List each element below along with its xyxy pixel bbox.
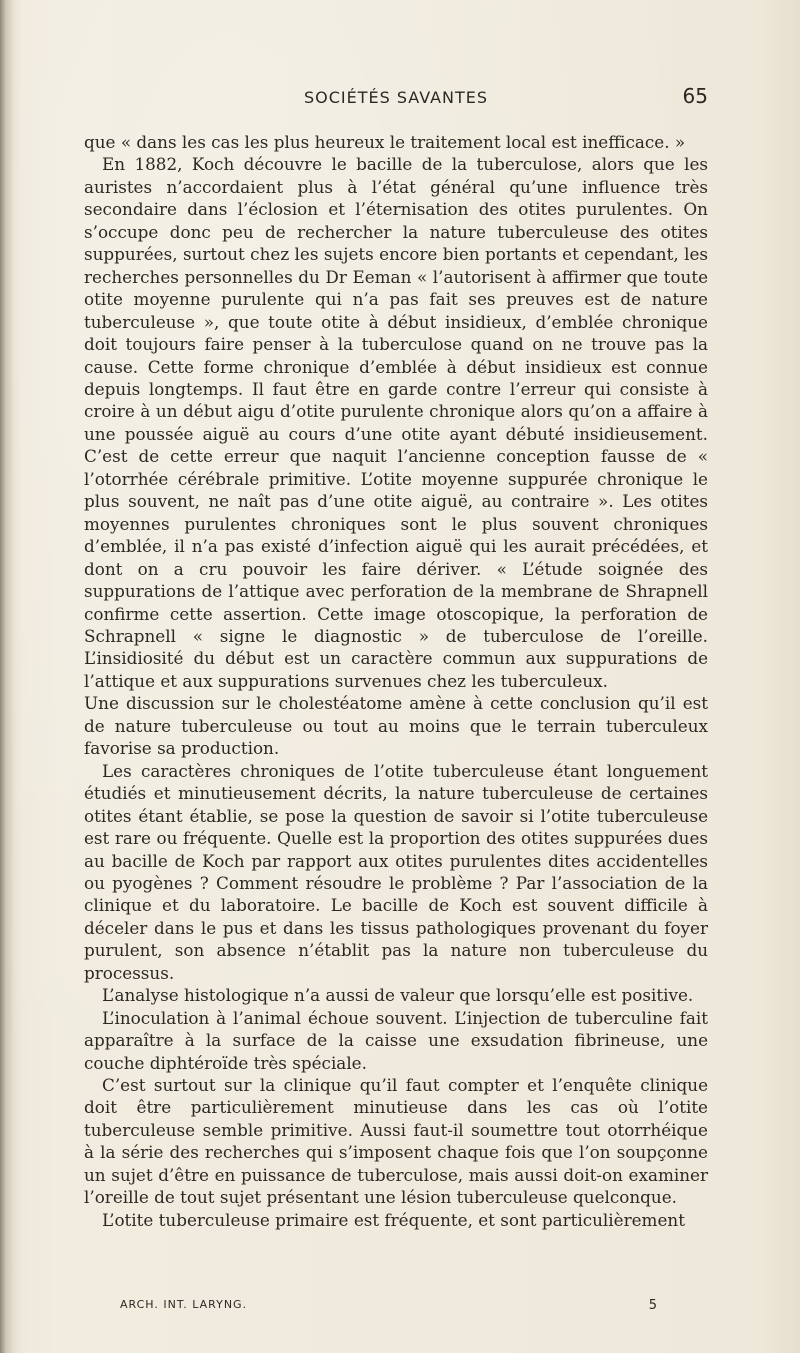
journal-abbreviation: ARCH. INT. LARYNG. (120, 1298, 248, 1311)
paragraph: L’inoculation à l’animal échoue souvent. L’injection de tuberculine fait apparaître à la surface de la caisse une exsudation fibrineuse, une couche diphtéroïde très spéciale. (84, 1007, 708, 1073)
footer (120, 1298, 658, 1318)
body-text (84, 131, 708, 1231)
paragraph: Les caractères chroniques de l’otite tuberculeuse étant longuement étudiés et minutieusement décrits, la nature tuberculeuse de certaines otites étant établie, se pose la question de savoir si l’otite tuberculeuse est rare ou fréquente. Quelle est la proportion des otites suppurées dues au bacille de Koch par rapport aux otites purulentes dites accidentelles ou pyogènes ? Comment résoudre le problème ? Par l’association de la clinique et du laboratoire. Le bacille de Koch est souvent difficile à déceler dans le pus et dans les tissus pathologiques provenant du foyer purulent, son absence n’établit pas la nature non tuberculeuse du processus. (84, 760, 708, 983)
paragraph-continued: que « dans les cas les plus heureux le traitement local est inefficace. » (84, 132, 686, 152)
running-title: SOCIÉTÉS SAVANTES (303, 88, 489, 107)
paragraph: En 1882, Koch découvre le bacille de la tuberculose, alors que les auristes n’accordaient plus à l’état général qu’une influence très secondaire dans l’éclosion et l’éternisation des otites purulentes. On s’occupe donc peu de rechercher la nature tuberculeuse des otites suppurées, surtout chez les sujets encore bien portants et cependant, les recherches personnelles du Dr Eeman « l’autorisent à affirmer que toute otite moyenne purulente qui n’a pas fait ses preuves est de nature tuberculeuse », que toute otite à début insidieux, d’emblée chronique doit toujours faire penser à la tuberculose quand on ne trouve pas la cause. Cette forme chronique d’emblée à début insidieux est connue depuis longtemps. Il faut être en garde contre l’erreur qui consiste à croire à un début aigu d’otite purulente chronique alors qu’on a affaire à une poussée aiguë au cours d’une otite ayant débuté insidieusement. C’est de cette erreur que naquit l’ancienne conception fausse de « l’otorrhée cérébrale primitive. L’otite moyenne suppurée chronique le plus souvent, ne naît pas d’une otite aiguë, au contraire ». Les otites moyennes purulentes chroniques sont le plus souvent chroniques d’emblée, il n’a pas existé d’infection aiguë qui les aurait précédées, et dont on a cru pouvoir les faire dériver. « L’étude soignée des suppurations de l’attique avec perforation de la membrane de Shrapnell confirme cette assertion. Cette image otoscopique, la perforation de Schrapnell « signe le diagnostic » de tuberculose de l’oreille. L’insidiosité du début est un caractère commun aux suppurations de l’attique et aux suppurations survenues chez les tuberculeux. (84, 154, 708, 691)
signature-mark: 5 (648, 1298, 658, 1313)
paragraph: C’est surtout sur la clinique qu’il faut compter et l’enquête clinique doit être particulièrement minutieuse dans les cas où l’otite tuberculeuse semble primitive. Aussi faut-il soumettre tout otorrhéique à la série des recherches qui s’imposent chaque fois que l’on soupçonne un sujet d’être en puissance de tuberculose, mais aussi doit-on examiner l’oreille de tout sujet présentant une lésion tuberculeuse quelconque. (84, 1075, 708, 1208)
paragraph: Une discussion sur le cholestéatome amène à cette conclusion qu’il est de nature tuberculeuse ou tout au moins que le terrain tuberculeux favorise sa production. (84, 693, 708, 759)
running-head (84, 82, 708, 112)
paragraph-truncated: L’otite tuberculeuse primaire est fréquente, et sont particulièrement (102, 1209, 685, 1230)
binding-edge (0, 0, 14, 1353)
page-number: 65 (682, 84, 708, 108)
paragraph: L’analyse histologique n’a aussi de valeur que lorsqu’elle est positive. (102, 985, 694, 1006)
